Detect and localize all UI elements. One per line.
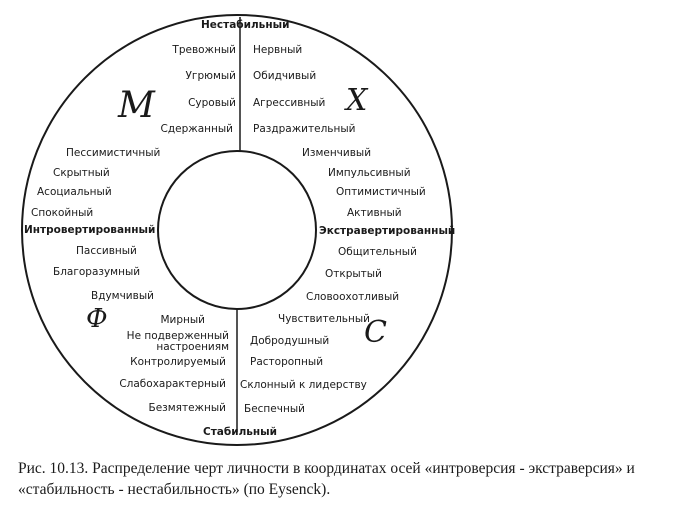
pole-bottom-label: Стабильный (203, 426, 278, 438)
trait-label: Суровый (188, 97, 236, 109)
trait-label: настроениям (156, 341, 229, 353)
trait-label: Активный (347, 207, 402, 219)
trait-label: Благоразумный (53, 266, 141, 278)
pole-right-label: Экстравертированный (319, 225, 456, 237)
trait-label: Сдержанный (160, 123, 233, 135)
trait-label: Агрессивный (253, 97, 326, 109)
trait-label: Асоциальный (37, 186, 112, 198)
trait-label: Расторопный (250, 356, 324, 368)
handwritten-letter-nw: M (118, 85, 155, 126)
trait-label: Чувствительный (278, 313, 370, 325)
trait-label: Угрюмый (185, 70, 236, 82)
trait-label: Пассивный (76, 245, 137, 257)
trait-label: Мирный (160, 314, 205, 326)
trait-label: Открытый (325, 268, 382, 280)
trait-label: Скрытный (53, 167, 110, 179)
trait-label: Безмятежный (148, 402, 226, 414)
trait-label: Не подверженный (126, 330, 229, 342)
figure-caption: Рис. 10.13. Распределение черт личности в координатах осей «интроверсия - экстраверсия» и «стабильность - нестабильность» (по Eysenck). (18, 460, 635, 498)
trait-label: Общительный (338, 246, 417, 258)
handwritten-letter-ne: X (346, 83, 368, 118)
trait-label: Изменчивый (302, 147, 372, 159)
trait-label: Спокойный (31, 207, 94, 219)
handwritten-letter-se: C (364, 315, 387, 350)
trait-label: Обидчивый (253, 70, 317, 82)
trait-label: Тревожный (172, 44, 236, 56)
trait-label: Пессимистичный (66, 147, 161, 159)
trait-label: Импульсивный (328, 167, 411, 179)
trait-label: Слабохарактерный (119, 378, 226, 390)
trait-label: Словоохотливый (306, 291, 400, 303)
trait-label: Оптимистичный (336, 186, 426, 198)
trait-label: Добродушный (250, 335, 330, 347)
pole-left-label: Интровертированный (24, 224, 156, 236)
trait-label: Нервный (253, 44, 303, 56)
inner-circle (158, 151, 316, 309)
trait-label: Вдумчивый (91, 290, 154, 302)
trait-label: Склонный к лидерству (240, 379, 367, 391)
trait-label: Раздражительный (253, 123, 356, 135)
trait-label: Беспечный (244, 403, 305, 415)
pole-top-label: Нестабильный (201, 19, 290, 31)
handwritten-letter-sw: Ф (86, 304, 108, 334)
trait-label: Контролируемый (130, 356, 226, 368)
